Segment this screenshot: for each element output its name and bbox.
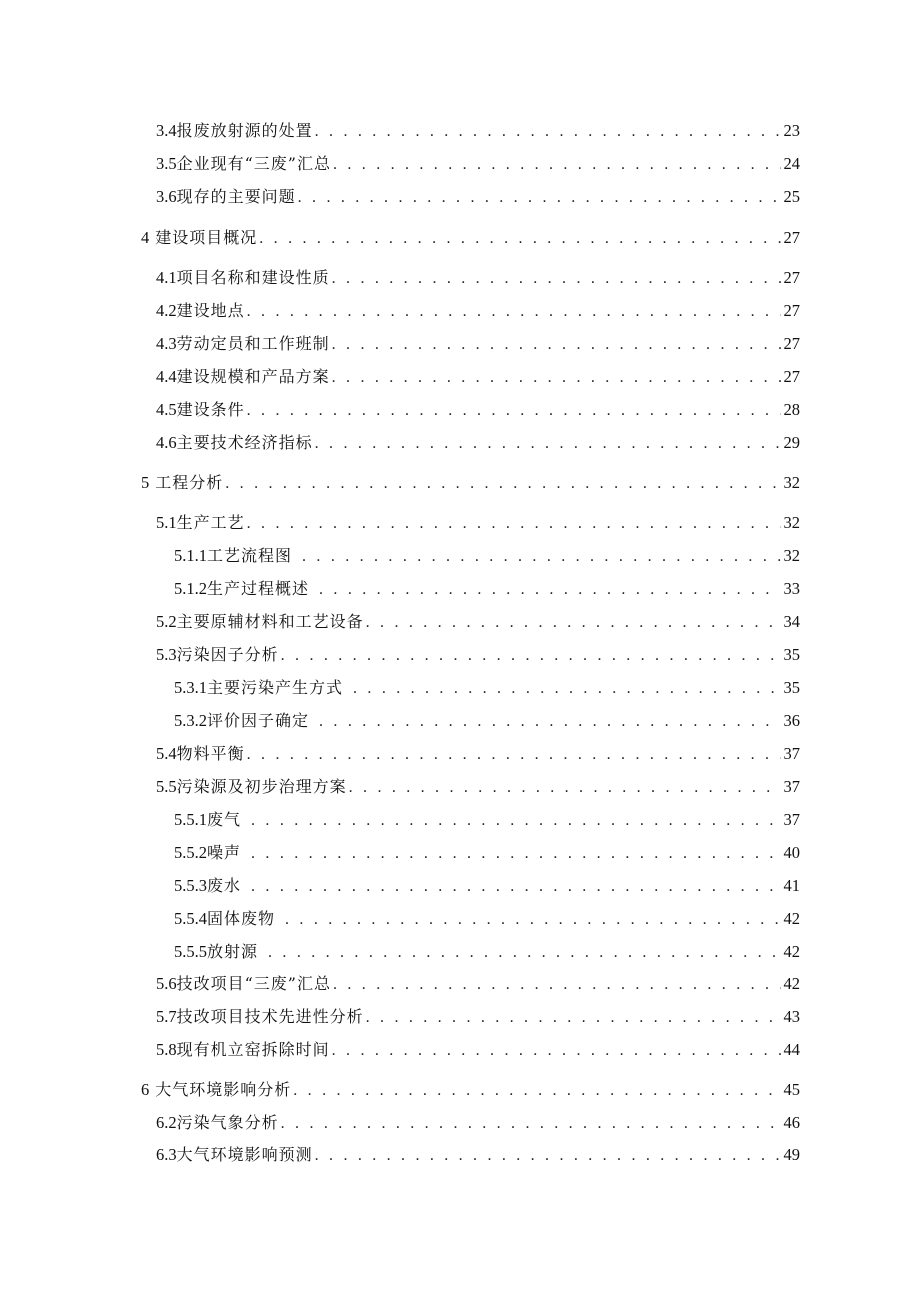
toc-entry-page: 27 xyxy=(783,334,800,353)
toc-entry-page: 42 xyxy=(783,942,800,961)
toc-entry-number: 5.1.1 xyxy=(174,546,207,565)
toc-entry-5-5 xyxy=(156,772,800,802)
dot-leader xyxy=(251,872,780,902)
toc-entry-page: 27 xyxy=(783,228,800,247)
toc-entry-page: 27 xyxy=(783,301,800,320)
dot-leader xyxy=(225,469,780,499)
toc-entry-title: 工艺流程图 xyxy=(207,546,293,565)
toc-entry-page: 44 xyxy=(783,1040,800,1059)
toc-entry-title: 生产工艺 xyxy=(176,513,245,532)
toc-entry-page: 28 xyxy=(783,400,800,419)
dot-leader xyxy=(298,183,781,213)
toc-entry-4-3 xyxy=(156,329,800,359)
toc-entry-title: 污染气象分析 xyxy=(176,1113,279,1132)
toc-entry-title: 技改项目技术先进性分析 xyxy=(176,1007,364,1026)
toc-entry-5-3-1 xyxy=(174,673,800,703)
toc-entry-page: 37 xyxy=(783,810,800,829)
toc-entry-title: 主要污染产生方式 xyxy=(207,678,344,697)
toc-entry-page: 24 xyxy=(783,154,800,173)
dot-leader xyxy=(293,1076,780,1106)
toc-entry-title: 废水 xyxy=(207,876,242,895)
toc-entry-title: 现存的主要问题 xyxy=(176,187,296,206)
toc-entry-5-1-1 xyxy=(174,541,800,571)
toc-entry-5-5-3 xyxy=(174,871,800,901)
toc-entry-number: 4.3 xyxy=(156,334,177,353)
toc-entry-4-1 xyxy=(156,263,800,293)
toc-entry-title: 现有机立窑拆除时间 xyxy=(176,1040,330,1059)
toc-entry-page: 40 xyxy=(783,843,800,862)
toc-entry-title: 企业现有“三废”汇总 xyxy=(176,154,331,173)
toc-entry-title: 建设条件 xyxy=(176,400,245,419)
toc-entry-number: 5.1 xyxy=(156,513,177,532)
toc-entry-number: 5.7 xyxy=(156,1007,177,1026)
toc-entry-5-3-2 xyxy=(174,706,800,736)
toc-entry-5-2 xyxy=(156,607,800,637)
toc-entry-number: 5.8 xyxy=(156,1040,177,1059)
dot-leader xyxy=(281,641,781,671)
dot-leader xyxy=(366,1003,781,1033)
toc-entry-title: 建设项目概况 xyxy=(155,228,258,247)
toc-entry-number: 4.4 xyxy=(156,367,177,386)
toc-entry-title: 大气环境影响预测 xyxy=(176,1145,313,1164)
toc-entry-title: 技改项目“三废”汇总 xyxy=(176,974,331,993)
toc-entry-number: 5.5.4 xyxy=(174,909,207,928)
toc-entry-page: 36 xyxy=(783,711,800,730)
toc-entry-3-5 xyxy=(156,149,800,179)
toc-entry-number: 5.5.3 xyxy=(174,876,207,895)
toc-entry-title: 主要原辅材料和工艺设备 xyxy=(176,612,364,631)
toc-entry-6 xyxy=(141,1075,800,1105)
toc-entry-page: 45 xyxy=(783,1080,800,1099)
dot-leader xyxy=(247,297,781,327)
toc-entry-4-2 xyxy=(156,296,800,326)
toc-entry-5-8 xyxy=(156,1035,800,1065)
toc-entry-title: 污染源及初步治理方案 xyxy=(176,777,347,796)
toc-entry-page: 37 xyxy=(783,744,800,763)
toc-entry-number: 4.2 xyxy=(156,301,177,320)
toc-entry-5-1 xyxy=(156,508,800,538)
toc-entry-number: 6.3 xyxy=(156,1145,177,1164)
toc-entry-number: 5 xyxy=(141,473,150,492)
dot-leader xyxy=(332,330,781,360)
toc-entry-number: 4.5 xyxy=(156,400,177,419)
dot-leader xyxy=(366,608,781,638)
toc-entry-5-5-1 xyxy=(174,805,800,835)
toc-entry-number: 5.4 xyxy=(156,744,177,763)
toc-entry-number: 4.6 xyxy=(156,433,177,452)
toc-entry-number: 5.3 xyxy=(156,645,177,664)
toc-entry-page: 34 xyxy=(783,612,800,631)
toc-entry-page: 25 xyxy=(783,187,800,206)
toc-entry-page: 27 xyxy=(783,268,800,287)
dot-leader xyxy=(332,363,781,393)
toc-entry-3-6 xyxy=(156,182,800,212)
toc-entry-page: 49 xyxy=(783,1145,800,1164)
toc-entry-title: 放射源 xyxy=(207,942,259,961)
toc-entry-page: 42 xyxy=(783,974,800,993)
toc-entry-title: 主要技术经济指标 xyxy=(176,433,313,452)
dot-leader xyxy=(353,674,780,704)
toc-entry-title: 劳动定员和工作班制 xyxy=(176,334,330,353)
dot-leader xyxy=(251,839,780,869)
dot-leader xyxy=(247,509,781,539)
dot-leader xyxy=(315,1141,781,1171)
toc-entry-title: 建设地点 xyxy=(176,301,245,320)
toc-entry-page: 33 xyxy=(783,579,800,598)
toc-entry-3-4 xyxy=(156,116,800,146)
toc-entry-number: 5.5.1 xyxy=(174,810,207,829)
dot-leader xyxy=(247,396,781,426)
dot-leader xyxy=(319,707,780,737)
toc-entry-page: 43 xyxy=(783,1007,800,1026)
toc-entry-title: 报废放射源的处置 xyxy=(176,121,313,140)
toc-entry-5-3 xyxy=(156,640,800,670)
toc-entry-5-6 xyxy=(156,969,800,999)
toc-entry-number: 3.5 xyxy=(156,154,177,173)
toc-entry-title: 建设规模和产品方案 xyxy=(176,367,330,386)
toc-entry-4 xyxy=(141,223,800,253)
dot-leader xyxy=(333,970,781,1000)
toc-entry-5-5-5 xyxy=(174,937,800,967)
toc-entry-number: 5.3.2 xyxy=(174,711,207,730)
toc-entry-4-4 xyxy=(156,362,800,392)
toc-entry-number: 4 xyxy=(141,228,150,247)
toc-entry-6-2 xyxy=(156,1108,800,1138)
toc-entry-number: 5.6 xyxy=(156,974,177,993)
toc-entry-title: 评价因子确定 xyxy=(207,711,310,730)
dot-leader xyxy=(315,117,781,147)
dot-leader xyxy=(315,429,781,459)
toc-entry-number: 6.2 xyxy=(156,1113,177,1132)
toc-entry-page: 42 xyxy=(783,909,800,928)
toc-entry-5-7 xyxy=(156,1002,800,1032)
toc-entry-title: 污染因子分析 xyxy=(176,645,279,664)
toc-entry-title: 大气环境影响分析 xyxy=(155,1080,292,1099)
toc-entry-page: 41 xyxy=(783,876,800,895)
toc-entry-number: 3.6 xyxy=(156,187,177,206)
dot-leader xyxy=(285,905,780,935)
toc-entry-page: 35 xyxy=(783,678,800,697)
toc-entry-number: 5.5.2 xyxy=(174,843,207,862)
toc-entry-page: 32 xyxy=(783,473,800,492)
toc-entry-page: 35 xyxy=(783,645,800,664)
dot-leader xyxy=(247,740,781,770)
dot-leader xyxy=(333,150,781,180)
toc-entry-page: 23 xyxy=(783,121,800,140)
dot-leader xyxy=(302,542,780,572)
toc-entry-title: 噪声 xyxy=(207,843,242,862)
toc-entry-page: 27 xyxy=(783,367,800,386)
dot-leader xyxy=(268,938,780,968)
dot-leader xyxy=(251,806,780,836)
toc-entry-5-4 xyxy=(156,739,800,769)
toc-entry-number: 5.1.2 xyxy=(174,579,207,598)
toc-entry-6-3 xyxy=(156,1140,800,1170)
toc-entry-5 xyxy=(141,468,800,498)
toc-entry-page: 46 xyxy=(783,1113,800,1132)
dot-leader xyxy=(332,264,781,294)
dot-leader xyxy=(319,575,780,605)
dot-leader xyxy=(281,1109,781,1139)
toc-entry-number: 5.3.1 xyxy=(174,678,207,697)
toc-entry-title: 物料平衡 xyxy=(176,744,245,763)
toc-entry-page: 37 xyxy=(783,777,800,796)
toc-entry-title: 废气 xyxy=(207,810,242,829)
toc-entry-number: 6 xyxy=(141,1080,150,1099)
toc-entry-4-5 xyxy=(156,395,800,425)
toc-entry-5-1-2 xyxy=(174,574,800,604)
toc-entry-title: 固体废物 xyxy=(207,909,276,928)
toc-entry-page: 32 xyxy=(783,546,800,565)
toc-entry-4-6 xyxy=(156,428,800,458)
toc-entry-number: 5.5.5 xyxy=(174,942,207,961)
toc-entry-5-5-2 xyxy=(174,838,800,868)
toc-entry-title: 项目名称和建设性质 xyxy=(176,268,330,287)
dot-leader xyxy=(259,224,780,254)
toc-entry-number: 3.4 xyxy=(156,121,177,140)
toc-entry-page: 29 xyxy=(783,433,800,452)
toc-entry-number: 5.2 xyxy=(156,612,177,631)
dot-leader xyxy=(332,1036,781,1066)
toc-entry-page: 32 xyxy=(783,513,800,532)
toc-entry-number: 4.1 xyxy=(156,268,177,287)
toc-entry-5-5-4 xyxy=(174,904,800,934)
toc-entry-number: 5.5 xyxy=(156,777,177,796)
dot-leader xyxy=(349,773,781,803)
toc-entry-title: 工程分析 xyxy=(155,473,224,492)
toc-entry-title: 生产过程概述 xyxy=(207,579,310,598)
